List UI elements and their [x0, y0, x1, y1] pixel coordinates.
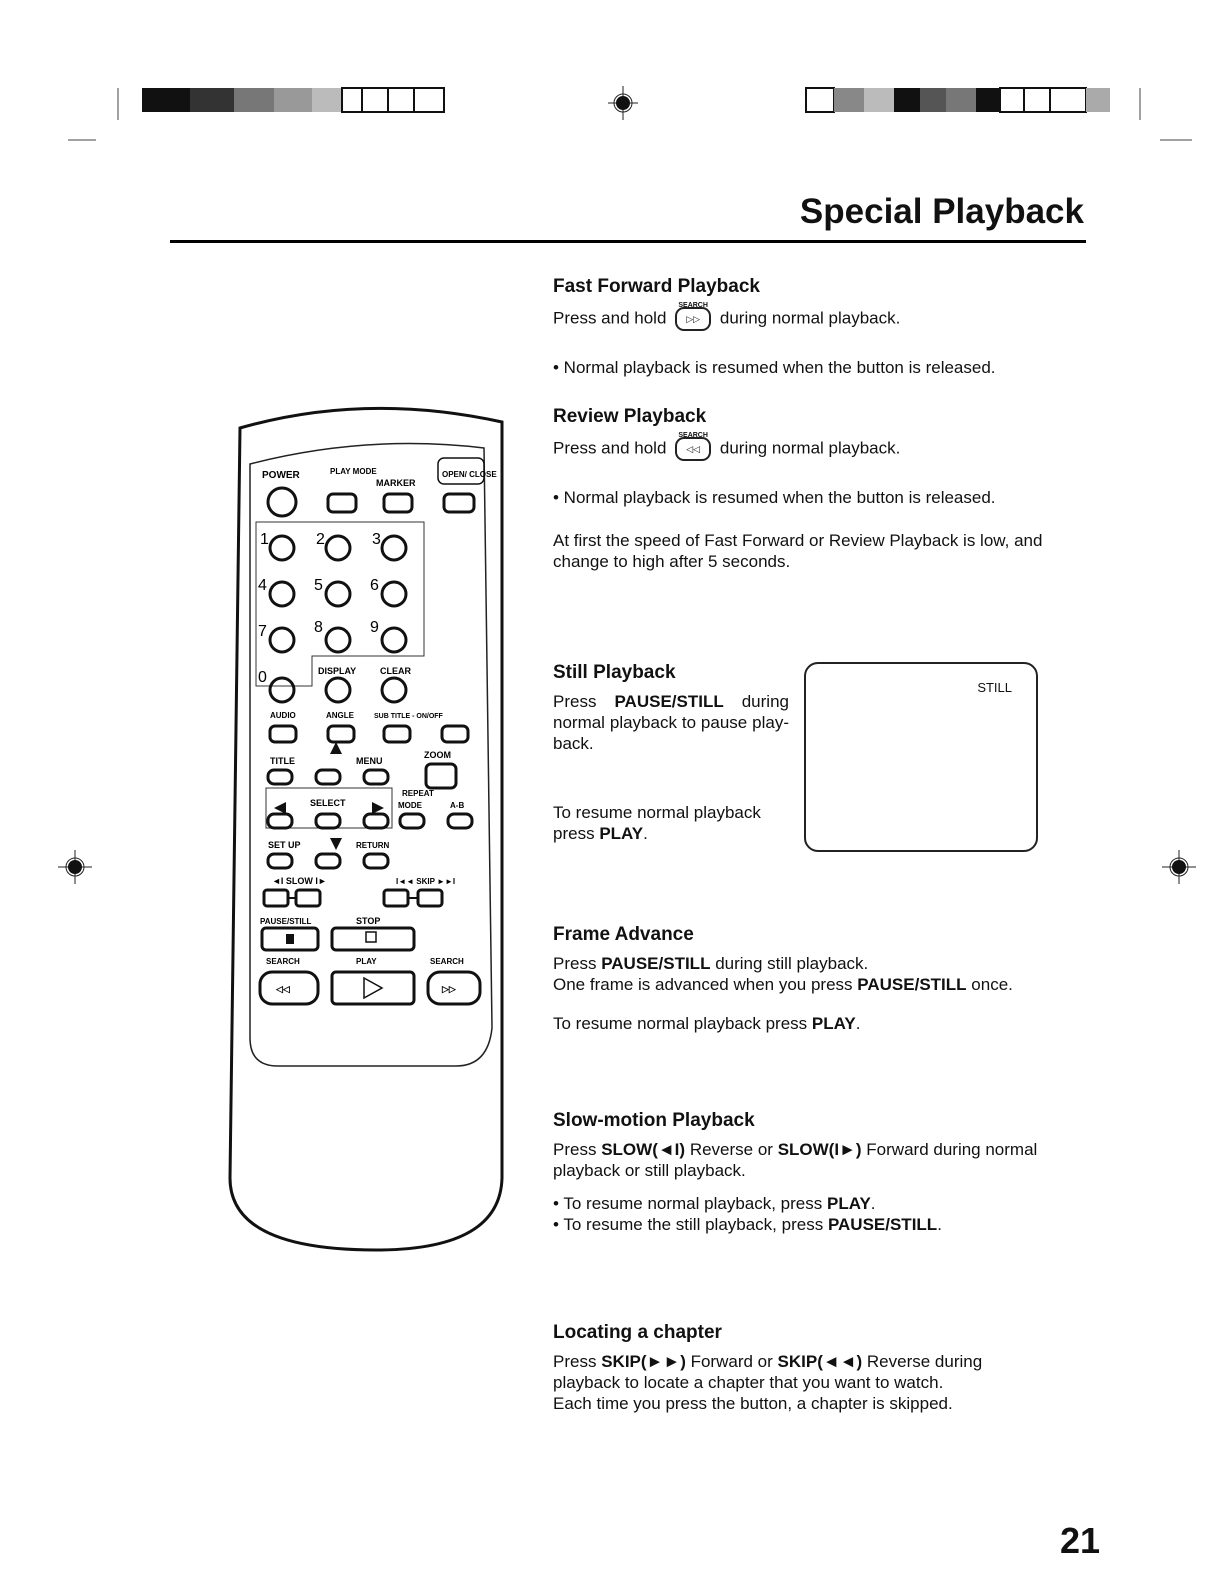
remote-control-illustration — [226, 398, 516, 1268]
stop-label: STOP — [356, 916, 381, 926]
slow-b1-key: PLAY — [827, 1194, 871, 1213]
key-4-label: 4 — [258, 577, 267, 594]
slow-l1-mid: Reverse or — [689, 1140, 773, 1159]
still-resume-key: PLAY — [599, 824, 644, 843]
chapter-l1-mid: Forward or — [690, 1352, 773, 1371]
play-mode-button — [328, 494, 356, 512]
slow-l1-pre: Press — [553, 1140, 597, 1159]
pause-still-label: PAUSE/STILL — [260, 917, 312, 926]
marker-button — [384, 494, 412, 512]
search-left-label: SEARCH — [266, 957, 300, 966]
fast-forward-heading: Fast Forward Playback — [553, 276, 760, 297]
zoom-label: ZOOM — [424, 750, 451, 760]
still-text-post: during normal playback to pause play-back. — [553, 692, 789, 753]
skip-forward-key: SKIP(►►) — [601, 1352, 686, 1371]
crosshair-icon — [1162, 850, 1196, 884]
screen-still-label: STILL — [977, 680, 1012, 695]
review-section — [553, 406, 1043, 572]
review-heading: Review Playback — [553, 406, 707, 427]
menu-label: MENU — [356, 756, 383, 766]
power-label: POWER — [262, 470, 300, 481]
frame-l2-key: PAUSE/STILL — [857, 975, 967, 994]
chapter-section — [553, 1322, 1043, 1414]
mode-label: MODE — [398, 801, 422, 810]
still-key: PAUSE/STILL — [614, 692, 724, 711]
frame-l3-key: PLAY — [811, 1014, 856, 1033]
slow-label: ◄I SLOW I► — [272, 876, 327, 886]
search-right-label: SEARCH — [430, 957, 464, 966]
marker-label: MARKER — [376, 478, 416, 488]
title-rule — [170, 240, 1086, 243]
repeat-label: REPEAT — [402, 789, 434, 798]
registration-marks — [0, 0, 1220, 160]
fast-forward-section — [553, 276, 1043, 378]
open-close-button — [444, 494, 474, 512]
frame-l1-pre: Press — [553, 954, 597, 973]
review-note: • Normal playback is resumed when the button is released. — [553, 488, 996, 507]
crosshair-icon — [58, 850, 92, 884]
ff-text-post: during normal playback. — [719, 308, 901, 328]
key-8-label: 8 — [314, 619, 323, 636]
still-heading: Still Playback — [553, 662, 676, 683]
select-label: SELECT — [310, 798, 346, 808]
fast-forward-search-icon: SEARCH ▷▷ — [675, 307, 711, 331]
title-label: TITLE — [270, 756, 295, 766]
still-text-pre: Press — [553, 692, 597, 711]
frame-l2-pre: One frame is advanced when you press — [553, 975, 853, 994]
ff-text-pre: Press and hold — [553, 308, 667, 328]
display-label: DISPLAY — [318, 666, 357, 676]
play-label: PLAY — [356, 957, 377, 966]
key-5-label: 5 — [314, 577, 323, 594]
angle-label: ANGLE — [326, 711, 354, 720]
frame-advance-heading: Frame Advance — [553, 924, 694, 945]
slow-motion-heading: Slow-motion Playback — [553, 1110, 755, 1131]
review-text-pre: Press and hold — [553, 438, 667, 458]
key-7-label: 7 — [258, 623, 267, 640]
frame-l1-post: during still playback. — [715, 954, 869, 973]
key-9-label: 9 — [370, 619, 379, 636]
tv-screen-illustration — [804, 662, 1038, 852]
frame-l1-key: PAUSE/STILL — [601, 954, 711, 973]
still-section: Still Playback Press PAUSE/STILL during normal playback to pause play-back. To resume normal playback press PLAY. — [553, 662, 789, 843]
key-1-label: 1 — [260, 531, 269, 548]
frame-l3-pre: To resume normal playback press — [553, 1014, 808, 1033]
number-keys — [270, 536, 406, 702]
slow-motion-section: Slow-motion Playback Press SLOW(◄I) Reverse or SLOW(I►) Forward during normal playback or still playback. • To resume normal playback, press PLAY. • To resume the still playback, press PAUSE/STILL. — [553, 1110, 1043, 1235]
skip-label: I◄◄ SKIP ►►I — [396, 877, 456, 886]
open-close-label: OPEN/ CLOSE — [442, 470, 497, 479]
still-resume-text: To resume normal playback press — [553, 803, 761, 843]
play-mode-label: PLAY MODE — [330, 467, 377, 476]
slow-b2-pre: • To resume the still playback, press — [553, 1215, 824, 1234]
svg-text:▷▷: ▷▷ — [442, 984, 456, 994]
return-label: RETURN — [356, 841, 390, 850]
slow-reverse-key: SLOW(◄I) — [601, 1140, 686, 1159]
setup-label: SET UP — [268, 840, 301, 850]
ab-label: A-B — [450, 801, 465, 810]
frame-advance-section: Frame Advance Press PAUSE/STILL during still playback. One frame is advanced when you press PAUSE/STILL once. To resume normal playback press PLAY. — [553, 924, 1043, 1034]
slow-b2-key: PAUSE/STILL — [827, 1215, 938, 1234]
chapter-l1-pre: Press — [553, 1352, 597, 1371]
audio-label: AUDIO — [270, 711, 296, 720]
slow-forward-key: SLOW(I►) — [777, 1140, 862, 1159]
key-2-label: 2 — [316, 531, 325, 548]
key-6-label: 6 — [370, 577, 379, 594]
chapter-l1-post: Reverse during playback to locate a chapter that you want to watch. — [553, 1352, 983, 1392]
page-number: 21 — [1059, 1520, 1100, 1561]
subtitle-label: SUB TITLE - ON/OFF — [374, 713, 443, 720]
svg-text:◁◁: ◁◁ — [276, 984, 290, 994]
frame-l2-post: once. — [971, 975, 1013, 994]
crosshair-icon — [608, 86, 638, 120]
review-search-icon: SEARCH ◁◁ — [675, 437, 711, 461]
clear-label: CLEAR — [380, 666, 411, 676]
ff-note: • Normal playback is resumed when the button is released. — [553, 358, 996, 377]
skip-reverse-key: SKIP(◄◄) — [777, 1352, 863, 1371]
key-3-label: 3 — [372, 531, 381, 548]
slow-b1-pre: • To resume normal playback, press — [553, 1194, 823, 1213]
key-0-label: 0 — [258, 669, 267, 686]
slow-l1-post: Forward during normal playback or still playback. — [553, 1140, 1038, 1180]
chapter-heading: Locating a chapter — [553, 1322, 722, 1343]
power-button — [268, 488, 296, 516]
page-title: Special Playback — [799, 192, 1084, 231]
chapter-l2: Each time you press the button, a chapter is skipped. — [553, 1394, 953, 1413]
review-text-post: during normal playback. — [719, 438, 901, 458]
speed-note: At first the speed of Fast Forward or Review Playback is low, and change to high after 5 seconds. — [553, 531, 1043, 571]
